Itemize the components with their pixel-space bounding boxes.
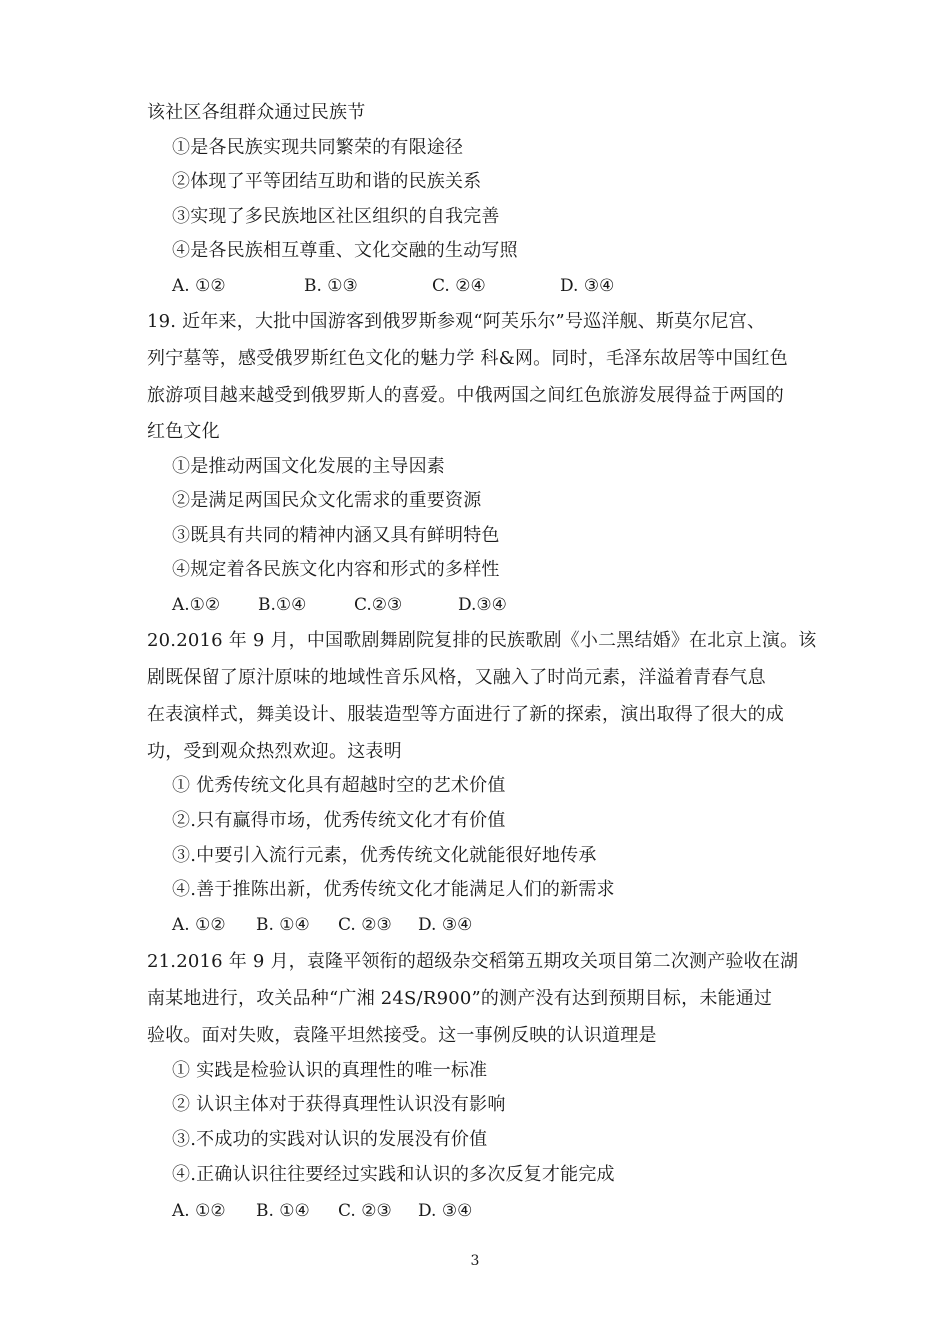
q19-option-1: ①是推动两国文化发展的主导因素 bbox=[172, 456, 445, 477]
q21-option-3: ③.不成功的实践对认识的发展没有价值 bbox=[172, 1129, 488, 1150]
q20-stem-line-2: 剧既保留了原汁原味的地域性音乐风格，又融入了时尚元素，洋溢着青春气息 bbox=[147, 667, 766, 688]
q20-choice-c: C. ②③ bbox=[338, 915, 392, 935]
page-number: 3 bbox=[470, 1253, 480, 1269]
q21-choices bbox=[172, 1199, 472, 1223]
q21-option-4: ④.正确认识往往要经过实践和认识的多次反复才能完成 bbox=[172, 1164, 615, 1185]
q19-choice-d: D.③④ bbox=[458, 595, 507, 615]
q19-stem-line-2: 列宁墓等，感受俄罗斯红色文化的魅力学 科&网。同时，毛泽东故居等中国红色 bbox=[147, 348, 788, 369]
q20-choice-d: D. ③④ bbox=[418, 915, 473, 935]
q20-option-1: ① 优秀传统文化具有超越时空的艺术价值 bbox=[172, 775, 506, 796]
q21-choice-d: D. ③④ bbox=[418, 1201, 473, 1221]
q19-option-2: ②是满足两国民众文化需求的重要资源 bbox=[172, 490, 482, 511]
q20-option-2: ②.只有赢得市场，优秀传统文化才有价值 bbox=[172, 810, 506, 831]
q18-option-2: ②体现了平等团结互助和谐的民族关系 bbox=[172, 171, 482, 192]
q21-option-2: ② 认识主体对于获得真理性认识没有影响 bbox=[172, 1094, 506, 1115]
q18-stem-line-1: 该社区各组群众通过民族节 bbox=[147, 102, 366, 123]
q21-option-1: ① 实践是检验认识的真理性的唯一标准 bbox=[172, 1060, 488, 1081]
q21-stem-line-2: 南某地进行，攻关品种“广湘 24S/R900”的测产没有达到预期目标，未能通过 bbox=[147, 988, 773, 1009]
q21-choice-a: A. ①② bbox=[172, 1201, 226, 1221]
q18-option-1: ①是各民族实现共同繁荣的有限途径 bbox=[172, 137, 464, 158]
q20-stem-line-3: 在表演样式，舞美设计、服装造型等方面进行了新的探索，演出取得了很大的成 bbox=[147, 704, 784, 725]
q18-option-3: ③实现了多民族地区社区组织的自我完善 bbox=[172, 206, 500, 227]
q19-choices bbox=[172, 593, 507, 617]
q19-option-3: ③既具有共同的精神内涵又具有鲜明特色 bbox=[172, 525, 500, 546]
q18-choice-c: C. ②④ bbox=[432, 276, 486, 296]
q19-stem-line-1: 19. 近年来，大批中国游客到俄罗斯参观“阿芙乐尔”号巡洋舰、斯莫尔尼宫、 bbox=[147, 311, 766, 332]
q18-choice-a: A. ①② bbox=[172, 276, 226, 296]
q20-option-3: ③.中要引入流行元素，优秀传统文化就能很好地传承 bbox=[172, 845, 597, 866]
q20-choice-b: B. ①④ bbox=[256, 915, 310, 935]
q21-choice-c: C. ②③ bbox=[338, 1201, 392, 1221]
q20-choices bbox=[172, 913, 472, 937]
q20-stem-line-4: 功，受到观众热烈欢迎。这表明 bbox=[147, 741, 402, 762]
q19-choice-a: A.①② bbox=[172, 595, 221, 615]
q18-choices bbox=[172, 274, 614, 298]
q20-choice-a: A. ①② bbox=[172, 915, 226, 935]
q21-stem-line-1: 21.2016 年 9 月，袁隆平领衔的超级杂交稻第五期攻关项目第二次测产验收在湖 bbox=[147, 951, 799, 972]
q19-choice-b: B.①④ bbox=[258, 595, 307, 615]
q18-choice-d: D. ③④ bbox=[560, 276, 615, 296]
q18-option-4: ④是各民族相互尊重、文化交融的生动写照 bbox=[172, 240, 518, 261]
q21-stem-line-3: 验收。面对失败，袁隆平坦然接受。这一事例反映的认识道理是 bbox=[147, 1025, 657, 1046]
q20-stem-line-1: 20.2016 年 9 月，中国歌剧舞剧院复排的民族歌剧《小二黑结婚》在北京上演。该 bbox=[147, 630, 817, 651]
q19-option-4: ④规定着各民族文化内容和形式的多样性 bbox=[172, 559, 500, 580]
q19-stem-line-3: 旅游项目越来越受到俄罗斯人的喜爱。中俄两国之间红色旅游发展得益于两国的 bbox=[147, 385, 784, 406]
q21-choice-b: B. ①④ bbox=[256, 1201, 310, 1221]
q19-choice-c: C.②③ bbox=[354, 595, 403, 615]
q19-stem-line-4: 红色文化 bbox=[147, 421, 220, 442]
q20-option-4: ④.善于推陈出新，优秀传统文化才能满足人们的新需求 bbox=[172, 879, 615, 900]
q18-choice-b: B. ①③ bbox=[304, 276, 358, 296]
